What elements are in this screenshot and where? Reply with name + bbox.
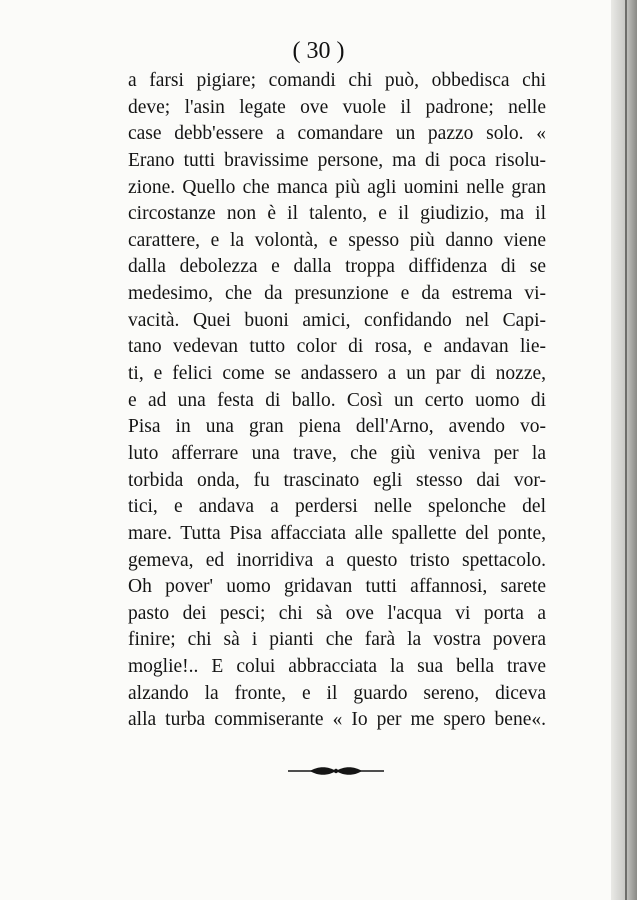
text-line: Erano tutti bravissime persone, ma di poca risolu- — [128, 149, 546, 171]
text-line: alzando la fronte, e il guardo sereno, diceva — [128, 682, 546, 704]
binding-edge — [625, 0, 627, 900]
text-line: e ad una festa di ballo. Così un certo uomo di — [128, 389, 546, 411]
text-line: carattere, e la volontà, e spesso più danno viene — [128, 229, 546, 251]
tailpiece-ornament-icon — [288, 764, 384, 778]
text-line: vacità. Quei buoni amici, confidando nel Capi- — [128, 309, 546, 331]
text-line: tano vedevan tutto color di rosa, e andavan lie- — [128, 336, 546, 358]
text-line: alla turba commiserante « Io per me spero bene«. — [128, 709, 546, 731]
text-line: gemeva, ed inorridiva a questo tristo spettacolo. — [128, 549, 546, 571]
text-line: ti, e felici come se andassero a un par di nozze, — [128, 363, 546, 385]
text-line: circostanze non è il talento, e il giudizio, ma il — [128, 203, 546, 225]
text-line: Oh pover' uomo gridavan tutti affannosi, sarete — [128, 576, 546, 598]
text-line: torbida onda, fu trascinato egli stesso dai vor- — [128, 469, 546, 491]
text-line: luto afferrare una trave, che giù veniva per la — [128, 442, 546, 464]
text-line: a farsi pigiare; comandi chi può, obbedisca chi — [128, 70, 546, 91]
text-line: case debb'essere a comandare un pazzo solo. « — [128, 123, 546, 145]
text-line: deve; l'asin legate ove vuole il padrone; nelle — [128, 96, 546, 118]
text-line: medesimo, che da presunzione e da estrema vi- — [128, 283, 546, 305]
body-text — [128, 68, 546, 734]
text-line: pasto dei pesci; chi sà ove l'acqua vi porta a — [128, 602, 546, 624]
text-line: mare. Tutta Pisa affacciata alle spallette del ponte, — [128, 522, 546, 544]
text-line: dalla debolezza e dalla troppa diffidenza di se — [128, 256, 546, 278]
text-line: finire; chi sà i pianti che farà la vostra povera — [128, 629, 546, 651]
page-gutter-shadow — [611, 0, 637, 900]
text-line: Pisa in una gran piena dell'Arno, avendo vo- — [128, 416, 546, 438]
text-line: zione. Quello che manca più agli uomini nelle gran — [128, 176, 546, 198]
text-line: moglie!.. E colui abbracciata la sua bella trave — [128, 656, 546, 678]
text-line: tici, e andava a perdersi nelle spelonche del — [128, 496, 546, 518]
page-number: ( 30 ) — [292, 38, 345, 64]
